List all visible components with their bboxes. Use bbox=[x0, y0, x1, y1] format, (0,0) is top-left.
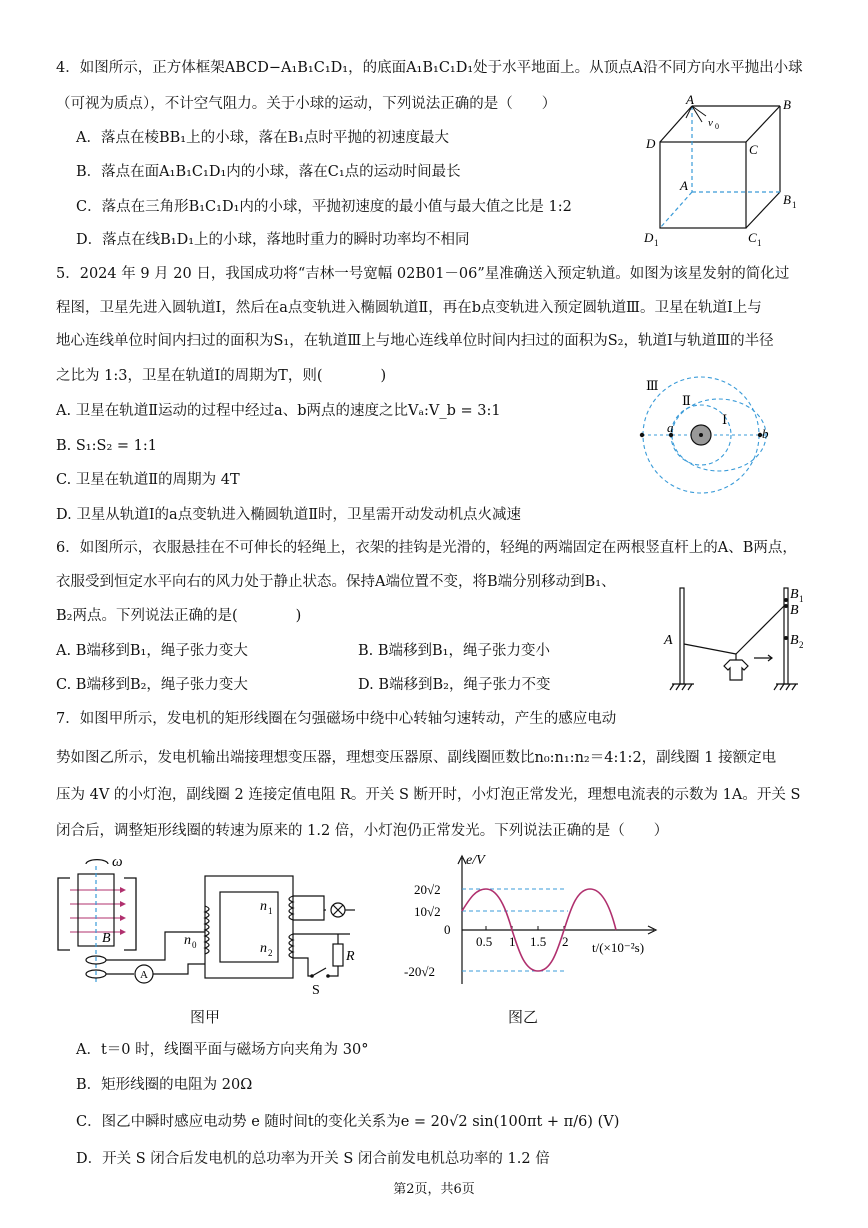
ammeter-label: A bbox=[140, 969, 148, 981]
orbit-label-a: a bbox=[667, 420, 674, 435]
circuit-label-n2: n bbox=[260, 941, 267, 956]
clothesline-figure bbox=[656, 582, 816, 692]
q6-option-d: D. B端移到B₂，绳子张力不变 bbox=[358, 677, 551, 693]
emf-graph-xtick-0.5: 0.5 bbox=[476, 934, 493, 949]
cube-label-c: C bbox=[749, 142, 758, 157]
emf-graph-ylabel: e/V bbox=[466, 853, 485, 868]
circuit-label-omega: ω bbox=[112, 854, 123, 870]
cube-label-v0: v bbox=[708, 117, 713, 129]
cube-figure bbox=[640, 92, 800, 252]
cube-label-d1-sub: 1 bbox=[654, 238, 659, 248]
q7-option-b: B．矩形线圈的电阻为 20Ω bbox=[76, 1077, 253, 1093]
q4-option-c: C．落点在三角形B₁C₁D₁内的小球，平抛初速度的最小值与最大值之比是 1:2 bbox=[76, 199, 572, 215]
q4-option-b: B．落点在面A₁B₁C₁D₁内的小球，落在C₁点的运动时间最长 bbox=[76, 164, 461, 180]
q5-option-c: C. 卫星在轨道Ⅱ的周期为 4T bbox=[56, 472, 240, 488]
cube-label-b1: B bbox=[783, 192, 791, 207]
q5-option-a: A. 卫星在轨道Ⅱ运动的过程中经过a、b两点的速度之比Vₐ:V_b = 3:1 bbox=[56, 403, 501, 419]
q7-stem-line4: 闭合后，调整矩形线圈的转速为原来的 1.2 倍，小灯泡仍正常发光。下列说法正确的是（ ） bbox=[56, 823, 669, 839]
q4-stem-line1: 4．如图所示，正方体框架ABCD−A₁B₁C₁D₁，的底面A₁B₁C₁D₁处于水平地面上。从顶点A沿不同方向水平抛出小球 bbox=[56, 60, 803, 76]
cube-label-d1: D bbox=[644, 230, 654, 245]
cube-label-c1: C bbox=[748, 230, 757, 245]
circuit-label-n2-sub: 2 bbox=[268, 948, 273, 958]
q5-stem-line1: 5．2024 年 9 月 20 日，我国成功将“吉林一号宽幅 02B01－06”星准确送入预定轨道。如图为该星发射的简化过 bbox=[56, 266, 790, 282]
q7-option-c: C．图乙中瞬时感应电动势 e 随时间t的变化关系为e = 20√2 sin(100πt + π/6) (V) bbox=[76, 1114, 620, 1130]
orbit-label-i: Ⅰ bbox=[722, 412, 728, 427]
emf-graph-ytick-20r2: 20√2 bbox=[414, 882, 441, 897]
q7-option-a: A．t＝0 时，线圈平面与磁场方向夹角为 30° bbox=[76, 1042, 369, 1058]
q5-option-d: D. 卫星从轨道Ⅰ的a点变轨进入椭圆轨道Ⅱ时，卫星需开动发动机点火减速 bbox=[56, 507, 522, 523]
emf-graph-xtick-1.5: 1.5 bbox=[530, 934, 547, 949]
emf-graph-origin: 0 bbox=[444, 922, 451, 937]
cube-label-d: D bbox=[646, 136, 656, 151]
circuit-label-n1: n bbox=[260, 899, 267, 914]
circuit-label-n0: n bbox=[184, 933, 191, 948]
orbit-label-b: b bbox=[762, 426, 769, 441]
q6-option-b: B. B端移到B₁，绳子张力变小 bbox=[358, 643, 550, 659]
cube-label-v0-sub: 0 bbox=[715, 122, 719, 131]
cube-label-a1: A bbox=[680, 178, 688, 193]
q7-stem-line1: 7．如图甲所示，发电机的矩形线圈在匀强磁场中绕中心转轴匀速转动，产生的感应电动 bbox=[56, 711, 617, 727]
figure-yi-caption: 图乙 bbox=[508, 1008, 539, 1026]
clothesline-label-b1: B bbox=[790, 587, 799, 602]
q4-option-d: D．落点在线B₁D₁上的小球，落地时重力的瞬时功率均不相同 bbox=[76, 232, 470, 248]
q4-option-a: A．落点在棱BB₁上的小球，落在B₁点时平抛的初速度最大 bbox=[76, 130, 450, 146]
emf-graph-ytick-10r2: 10√2 bbox=[414, 904, 441, 919]
emf-graph-figure bbox=[404, 852, 674, 992]
q5-stem-line2: 程图，卫星先进入圆轨道Ⅰ，然后在a点变轨进入椭圆轨道Ⅱ，再在b点变轨进入预定圆轨道Ⅲ。卫星在轨道Ⅰ上与 bbox=[56, 300, 762, 316]
emf-graph-xtick-1: 1 bbox=[509, 934, 516, 949]
circuit-label-s: S bbox=[312, 983, 320, 997]
clothesline-label-b1-sub: 1 bbox=[799, 594, 804, 604]
emf-graph-xlabel: t/(×10⁻²s) bbox=[592, 940, 645, 955]
q6-stem-line2: 衣服受到恒定水平向右的风力处于静止状态。保持A端位置不变，将B端分别移动到B₁、 bbox=[56, 574, 616, 590]
circuit-label-n1-sub: 1 bbox=[268, 906, 273, 916]
orbit-label-iii: Ⅲ bbox=[646, 378, 659, 393]
q6-option-a: A. B端移到B₁，绳子张力变大 bbox=[56, 643, 248, 659]
q5-stem-line4: 之比为 1:3，卫星在轨道Ⅰ的周期为T，则( ) bbox=[56, 368, 387, 384]
cube-label-c1-sub: 1 bbox=[757, 238, 762, 248]
q7-stem-line3: 压为 4V 的小灯泡，副线圈 2 连接定值电阻 R。开关 S 断开时，小灯泡正常发光，理想电流表的示数为 1A。开关 S bbox=[56, 787, 801, 803]
q6-stem-line3: B₂两点。下列说法正确的是( ) bbox=[56, 608, 302, 624]
circuit-label-r: R bbox=[346, 949, 355, 964]
generator-circuit-figure bbox=[50, 852, 380, 997]
q5-option-b: B. S₁:S₂ = 1:1 bbox=[56, 438, 157, 454]
q7-stem-line2: 势如图乙所示，发电机输出端接理想变压器，理想变压器原、副线圈匝数比n₀:n₁:n₂＝4:1:2，副线圈 1 接额定电 bbox=[56, 750, 777, 766]
cube-label-b: B bbox=[783, 97, 791, 112]
cube-label-a: A bbox=[686, 92, 694, 107]
clothesline-label-b: B bbox=[790, 603, 799, 618]
cube-label-b1-sub: 1 bbox=[792, 200, 797, 210]
figure-jia-caption: 图甲 bbox=[190, 1008, 221, 1026]
q7-option-d: D．开关 S 闭合后发电机的总功率为开关 S 闭合前发电机总功率的 1.2 倍 bbox=[76, 1151, 550, 1167]
circuit-label-b: B bbox=[102, 931, 111, 946]
q4-stem-line2: （可视为质点），不计空气阻力。关于小球的运动，下列说法正确的是（ ） bbox=[56, 96, 557, 112]
clothesline-label-b2: B bbox=[790, 633, 799, 648]
q5-stem-line3: 地心连线单位时间内扫过的面积为S₁，在轨道Ⅲ上与地心连线单位时间内扫过的面积为S₂，轨道Ⅰ与轨道Ⅲ的半径 bbox=[56, 333, 774, 349]
emf-graph-xtick-2: 2 bbox=[562, 934, 569, 949]
q6-stem-line1: 6．如图所示，衣服悬挂在不可伸长的轻绳上，衣架的挂钩是光滑的，轻绳的两端固定在两根竖直杆上的A、B两点， bbox=[56, 540, 797, 556]
page-footer: 第2页，共6页 bbox=[393, 1182, 475, 1197]
clothesline-label-a: A bbox=[664, 633, 673, 648]
circuit-label-n0-sub: 0 bbox=[192, 940, 197, 950]
clothesline-label-b2-sub: 2 bbox=[799, 640, 804, 650]
emf-graph-ytick-neg20r2: -20√2 bbox=[404, 964, 435, 979]
q6-option-c: C. B端移到B₂，绳子张力变大 bbox=[56, 677, 248, 693]
orbit-label-ii: Ⅱ bbox=[682, 393, 691, 408]
orbit-figure bbox=[634, 372, 784, 504]
